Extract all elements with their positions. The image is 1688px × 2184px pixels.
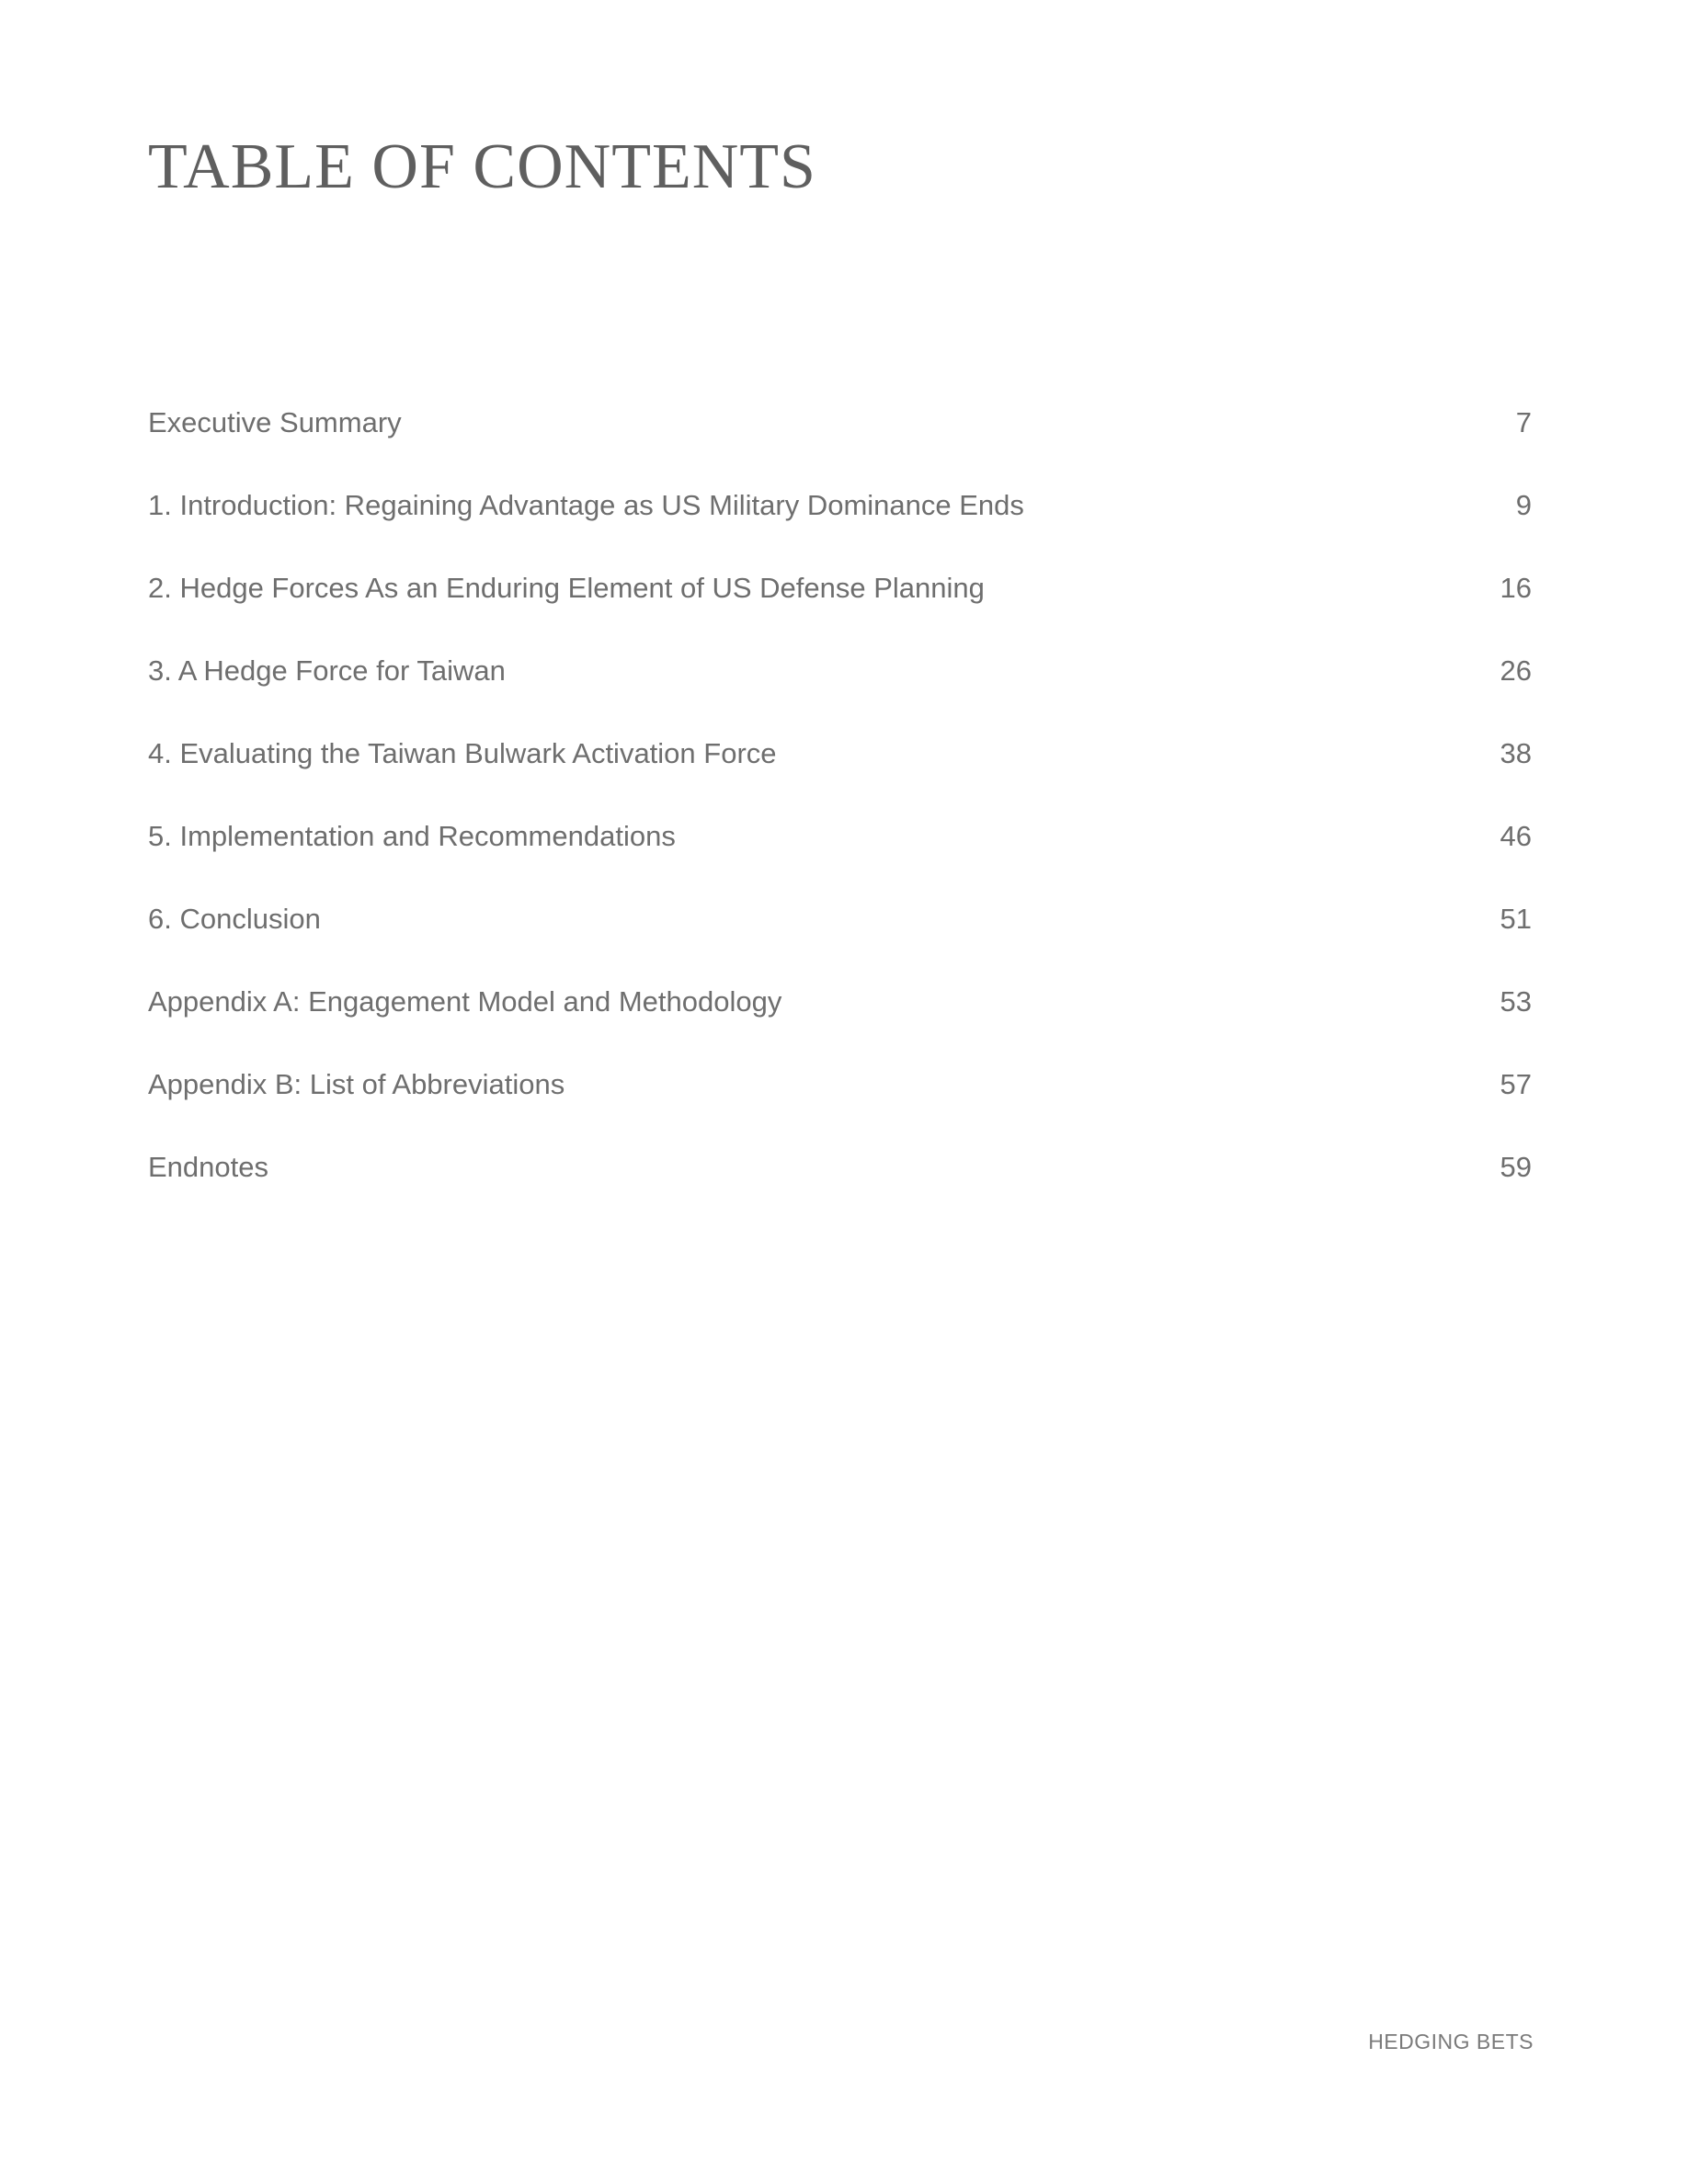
- toc-entry-page-number: 9: [1515, 489, 1532, 521]
- toc-entry-label: Executive Summary: [148, 406, 402, 438]
- toc-entry-page-number: 38: [1500, 737, 1532, 769]
- toc-entry-evaluating-bulwark[interactable]: [148, 735, 1532, 818]
- toc-entry-page-number: 51: [1500, 903, 1532, 935]
- toc-entry-page-number: 26: [1500, 654, 1532, 687]
- toc-entry-conclusion[interactable]: [148, 901, 1532, 984]
- toc-list: [148, 404, 1532, 1232]
- toc-entry-introduction[interactable]: [148, 487, 1532, 570]
- toc-entry-label: 2. Hedge Forces As an Enduring Element of US Defense Planning: [148, 572, 985, 604]
- toc-entry-endnotes[interactable]: [148, 1149, 1532, 1232]
- toc-entry-hedge-force-taiwan[interactable]: [148, 653, 1532, 735]
- toc-entry-appendix-b[interactable]: [148, 1066, 1532, 1149]
- toc-entry-label: 4. Evaluating the Taiwan Bulwark Activation Force: [148, 737, 777, 769]
- toc-entry-page-number: 16: [1500, 572, 1532, 604]
- toc-entry-label: Appendix A: Engagement Model and Methodology: [148, 985, 782, 1018]
- toc-entry-label: 5. Implementation and Recommendations: [148, 820, 676, 852]
- toc-entry-hedge-forces[interactable]: [148, 570, 1532, 653]
- page-title: TABLE OF CONTENTS: [148, 131, 816, 202]
- toc-entry-page-number: 53: [1500, 985, 1532, 1018]
- toc-entry-page-number: 46: [1500, 820, 1532, 852]
- toc-entry-label: 6. Conclusion: [148, 903, 321, 935]
- toc-entry-page-number: 7: [1515, 406, 1532, 438]
- toc-entry-label: 3. A Hedge Force for Taiwan: [148, 654, 506, 687]
- toc-entry-label: Appendix B: List of Abbreviations: [148, 1068, 565, 1100]
- toc-entry-page-number: 59: [1500, 1151, 1532, 1183]
- page-footer-label: HEDGING BETS: [1368, 2030, 1534, 2053]
- toc-entry-page-number: 57: [1500, 1068, 1532, 1100]
- toc-entry-implementation[interactable]: [148, 818, 1532, 901]
- toc-entry-executive-summary[interactable]: [148, 404, 1532, 487]
- toc-entry-appendix-a[interactable]: [148, 984, 1532, 1066]
- toc-entry-label: Endnotes: [148, 1151, 268, 1183]
- toc-entry-label: 1. Introduction: Regaining Advantage as US Military Dominance Ends: [148, 489, 1024, 521]
